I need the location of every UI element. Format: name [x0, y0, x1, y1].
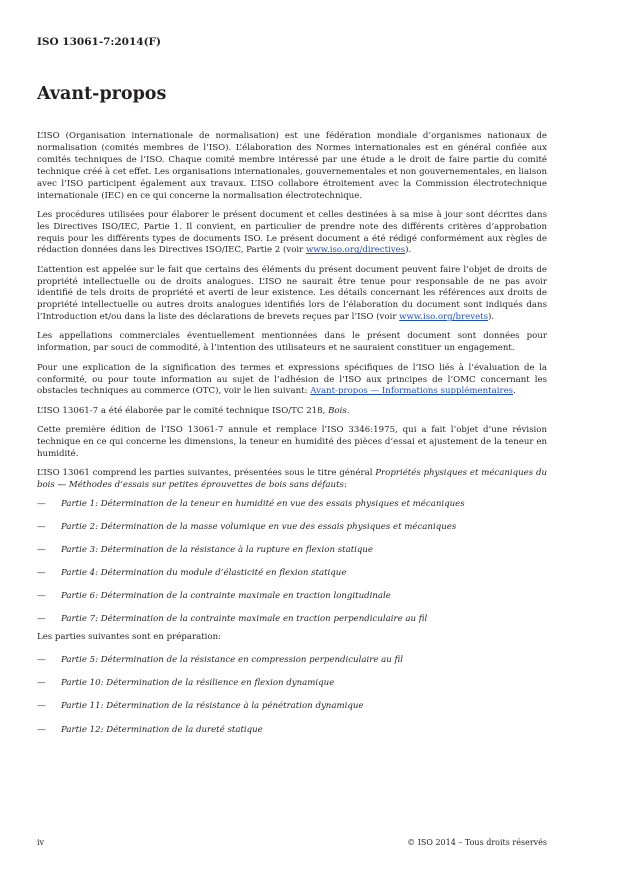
dash: — [37, 678, 46, 689]
text: . [513, 386, 516, 397]
parts-list [37, 499, 547, 626]
parts-in-prep-list [37, 655, 547, 736]
page-number: iv [37, 838, 45, 847]
list-item [37, 725, 547, 737]
supplementary-info-link[interactable]: Avant-propos — Informations supplémentaires [310, 386, 514, 397]
text: ). [488, 312, 495, 323]
list-item-text: Partie 4: Détermination du module d’élasticité en flexion statique [61, 568, 347, 579]
paragraph-procedures [37, 210, 547, 258]
list-item [37, 522, 547, 534]
list-item [37, 568, 547, 580]
dash: — [37, 591, 46, 602]
page-title: Avant-propos [37, 84, 167, 104]
text: L’ISO 13061-7 a été élaborée par le comité technique ISO/TC 218, [37, 405, 329, 416]
text-italic: Bois [328, 405, 347, 416]
document-body [37, 131, 547, 748]
list-item-text: Partie 7: Détermination de la contrainte maximale en traction perpendiculaire au fil [61, 614, 428, 625]
dash: — [37, 498, 46, 509]
paragraph-patents [37, 265, 547, 325]
list-item-text: Partie 3: Détermination de la résistance à la rupture en flexion statique [61, 545, 374, 556]
dash: — [37, 545, 46, 556]
paragraph-in-preparation: Les parties suivantes sont en préparation: [37, 632, 221, 643]
list-item [37, 614, 547, 626]
text: L’attention est appelée sur le fait que certains des éléments du présent document peuvent faire l’objet de droits de propriété intellectuelle ou de droits analogues. L’ISO ne saurait être tenue pour responsable de ne pas avoir identifié de tels droits de propriété et averti de leur existence. Les détails concernant les références aux droits de propriété intellectuelle ou autres droits analogues identifiés lors de l’élaboration du document sont indiqués dans l’Introduction et/ou dans la liste des déclarations de brevets reçues par l’ISO (voir [37, 264, 547, 323]
directives-link[interactable]: www.iso.org/directives [305, 245, 406, 256]
text: Les procédures utilisées pour élaborer le présent document et celles destinées à sa mise à jour sont décrites dans les Directives ISO/IEC, Partie 1. Il convient, en particulier de prendre note des différents critères d’approbation requis pour les différents types de documents ISO. Le présent document a été rédigé conformément aux règles de rédaction données dans les Directives ISO/IEC, Partie 2 (voir [37, 209, 547, 256]
list-item-text: Partie 5: Détermination de la résistance en compression perpendiculaire au fil [61, 655, 404, 666]
paragraph-committee [37, 406, 547, 418]
paragraph-edition: Cette première édition de l’ISO 13061-7 annule et remplace l’ISO 3346:1975, qui a fait l’objet d’une révision technique en ce qui concerne les dimensions, la teneur en humidité des pièces d’essai et ajustement de la teneur en humidité. [37, 424, 547, 459]
paragraph-conformity [37, 363, 547, 399]
list-item-text: Partie 6: Détermination de la contrainte maximale en traction longitudinale [61, 591, 391, 602]
dash: — [37, 614, 46, 625]
list-item-text: Partie 11: Détermination de la résistance à la pénétration dynamique [61, 701, 364, 712]
document-id: ISO 13061-7:2014(F) [37, 36, 161, 48]
brevets-link[interactable]: www.iso.org/brevets [399, 312, 489, 323]
list-item [37, 701, 547, 713]
list-item-text: Partie 2: Détermination de la masse volumique en vue des essais physiques et mécaniques [61, 522, 457, 533]
text: : [343, 479, 347, 490]
list-item-text: Partie 10: Détermination de la résilience en flexion dynamique [61, 678, 335, 689]
text: L’ISO 13061 comprend les parties suivantes, présentées sous le titre général [37, 467, 376, 478]
paragraph-iso-intro: L’ISO (Organisation internationale de normalisation) est une fédération mondiale d’organismes nationaux de normalisation (comités membres de l’ISO). L’élaboration des Normes internationales est en général confiée aux comités techniques de l’ISO. Chaque comité membre intéressé par une étude a le droit de faire partie du comité technique créé à cet effet. Les organisations internationales, gouvernementales et non gouvernementales, en liaison avec l’ISO participent également aux travaux. L’ISO collabore étroitement avec la Commission électrotechnique internationale (IEC) en ce qui concerne la normalisation électrotechnique. [37, 131, 547, 201]
text-italic: Propriétés physiques et mécaniques du bois — Méthodes d’essais sur petites éprouvettes de bois sans défauts [37, 467, 548, 490]
paragraph-parts-intro [37, 468, 547, 492]
list-item [37, 545, 547, 557]
text: Pour une explication de la signification des termes et expressions spécifiques de l’ISO liés à l’évaluation de la conformité, ou pour toute information au sujet de l’adhésion de l’ISO aux principes de l’OMC concernant les obstacles techniques au commerce (OTC), voir le lien suivant: [37, 362, 547, 397]
dash: — [37, 701, 46, 712]
paragraph-trade-names: Les appellations commerciales éventuellement mentionnées dans le présent document sont données pour information, par souci de commodité, à l’intention des utilisateurs et ne sauraient constituer un engagement. [37, 331, 547, 354]
list-item [37, 499, 547, 511]
page-footer [37, 838, 547, 847]
list-item-text: Partie 12: Détermination de la dureté statique [61, 724, 263, 735]
text: ). [405, 245, 412, 256]
dash: — [37, 568, 46, 579]
list-item [37, 678, 547, 690]
list-item-text: Partie 1: Détermination de la teneur en humidité en vue des essais physiques et mécaniques [61, 498, 465, 509]
list-item [37, 655, 547, 667]
dash: — [37, 655, 46, 666]
text: . [346, 405, 350, 416]
dash: — [37, 522, 46, 533]
dash: — [37, 724, 46, 735]
list-item [37, 591, 547, 603]
copyright: © ISO 2014 – Tous droits réservés [407, 838, 547, 847]
